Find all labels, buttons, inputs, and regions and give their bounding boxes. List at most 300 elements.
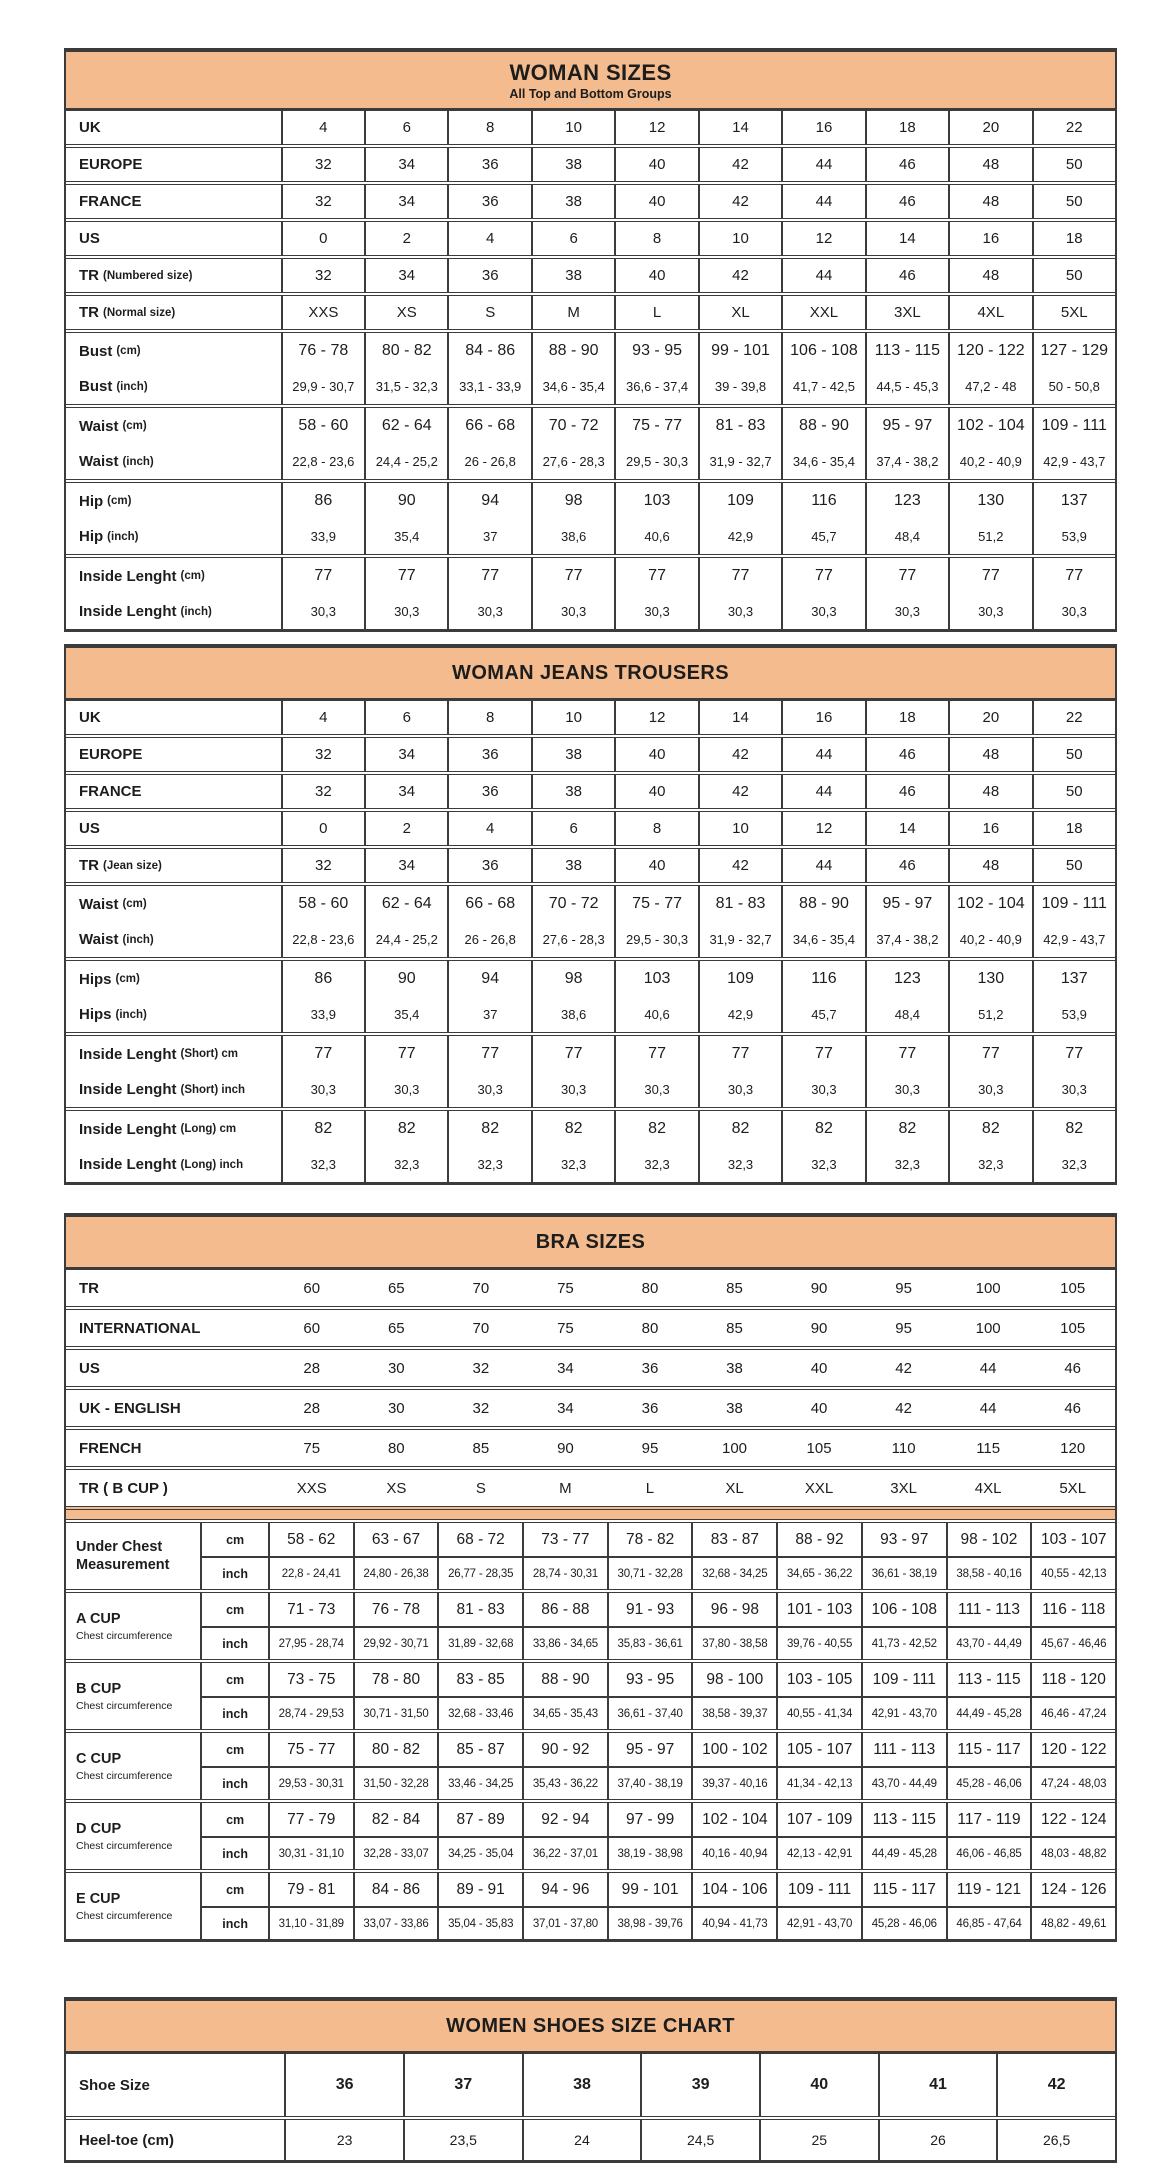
size-value-cell: 77 [616, 1036, 699, 1072]
row-label-text: Inside Lenght [79, 1156, 177, 1173]
size-value-cell: 32 [472, 1399, 490, 1417]
size-value-cell: 47,2 - 48 [950, 369, 1033, 404]
size-value-cell: 38 [726, 1399, 743, 1417]
row-label-note: (cm) [116, 345, 141, 357]
size-value-cell: 30 [387, 1399, 405, 1417]
row-label [66, 185, 283, 218]
row-label [66, 594, 283, 629]
size-value-cell: 28,74 - 29,53 [270, 1698, 355, 1729]
size-value-cell: 44 [783, 259, 866, 292]
unit-cell: cm [202, 1523, 270, 1556]
size-value-cell: 44 [783, 849, 866, 882]
size-value-cell: 33,46 - 34,25 [439, 1768, 524, 1799]
size-value-cell: 32 [283, 148, 366, 181]
size-value-cell: 130 [950, 961, 1033, 997]
size-value-cell: 37 [449, 997, 532, 1032]
size-value-cell: 24,80 - 26,38 [355, 1558, 440, 1589]
table-row [66, 111, 1115, 144]
unit-cell: inch [202, 1838, 270, 1869]
size-value-cell: 41,34 - 42,13 [778, 1768, 863, 1799]
size-value-cell: 32,68 - 33,46 [439, 1698, 524, 1729]
size-value-cell: 103 [616, 483, 699, 519]
cup-row-group [66, 1659, 1115, 1729]
size-value-cell: 83 - 87 [693, 1523, 778, 1556]
size-value-cell: 116 - 118 [1042, 1600, 1106, 1618]
table-row [202, 1873, 1115, 1906]
size-value-cell: XXS [296, 1479, 327, 1497]
size-value-cell: 42 [895, 1359, 912, 1377]
cup-rows [202, 1593, 1115, 1659]
row-label [66, 849, 283, 882]
unit-cell: inch [202, 1908, 270, 1939]
size-value-cell: 4 [449, 812, 532, 845]
cup-rows [202, 1803, 1115, 1869]
size-value-cell: 44 [783, 148, 866, 181]
size-value-cell: 34 [557, 1399, 574, 1417]
size-value-cell: XL [725, 1479, 744, 1497]
size-value-cell: 35,43 - 36,22 [524, 1768, 609, 1799]
size-value-cell: 42,13 - 42,91 [778, 1838, 863, 1869]
size-value-cell: 53,9 [1061, 1007, 1087, 1022]
size-value-cell: 40 [616, 738, 699, 771]
size-value-cell: 8 [449, 111, 532, 144]
size-value-cell: 95 - 97 [609, 1733, 694, 1766]
size-value-cell: M [533, 296, 616, 329]
size-value-cell: 111 - 113 [863, 1733, 948, 1766]
cup-label-text: D CUP [76, 1821, 122, 1838]
unit-cell: inch [202, 1698, 270, 1729]
size-value-cell: 42 [700, 738, 783, 771]
row-label-text: Hip [79, 492, 104, 510]
size-value-cell: 83 - 85 [439, 1663, 524, 1696]
row-label-text: Waist [79, 931, 119, 948]
table-row [66, 1270, 1115, 1306]
size-value-cell: 103 - 107 [1040, 1530, 1107, 1548]
size-value-cell: 109 [700, 961, 783, 997]
size-value-cell: 105 - 107 [778, 1733, 863, 1766]
size-value-cell: 28 [303, 1399, 321, 1417]
size-value-cell: 36 [449, 259, 532, 292]
size-value-cell: 45,28 - 46,06 [948, 1768, 1033, 1799]
size-value-cell: 31,5 - 32,3 [366, 369, 449, 404]
size-value-cell: 82 [533, 1111, 616, 1147]
size-value-cell: 44 [783, 738, 866, 771]
size-value-cell: 29,5 - 30,3 [616, 922, 699, 957]
size-value-cell: 77 [449, 558, 532, 594]
size-value-cell: 107 - 109 [778, 1803, 863, 1836]
size-value-cell: 18 [867, 111, 950, 144]
cup-row-group [66, 1519, 1115, 1589]
size-value-cell: 26 - 26,8 [449, 444, 532, 479]
size-value-cell: 36 [449, 775, 532, 808]
row-group [66, 1306, 1115, 1346]
size-value-cell: 82 [1065, 1120, 1084, 1137]
size-value-cell: 120 [1060, 1439, 1086, 1457]
size-value-cell: 42 [700, 849, 783, 882]
row-label [66, 296, 283, 329]
unit-cell: inch [202, 1768, 270, 1799]
row-label-text: Inside Lenght [79, 567, 177, 585]
size-value-cell: 77 [950, 1036, 1033, 1072]
size-value-cell: 34 [366, 148, 449, 181]
row-label-text: Inside Lenght [79, 1120, 177, 1138]
row-label-note: (Short) inch [180, 1083, 246, 1096]
row-label-text: UK [79, 709, 101, 726]
size-value-cell: 50 [1065, 193, 1083, 210]
size-value-cell: 48 [950, 259, 1033, 292]
size-value-cell: 38,19 - 38,98 [609, 1838, 694, 1869]
cup-label-text: C CUP [76, 1751, 122, 1768]
size-value-cell: 42 [700, 148, 783, 181]
size-value-cell: 53,9 [1061, 529, 1087, 544]
size-value-cell: 25 [761, 2120, 880, 2160]
size-value-cell: 106 - 108 [863, 1593, 948, 1626]
table-title: WOMAN JEANS TROUSERS [452, 662, 729, 684]
size-value-cell: L [645, 1479, 655, 1497]
row-label-note: (Short) cm [180, 1048, 238, 1060]
size-value-cell: 8 [616, 812, 699, 845]
size-value-cell: 65 [387, 1279, 405, 1297]
size-value-cell: 46,06 - 46,85 [948, 1838, 1033, 1869]
size-value-cell: 38 [533, 259, 616, 292]
size-value-cell: 40 [616, 148, 699, 181]
table-row [66, 1390, 1115, 1426]
size-value-cell: 44,49 - 45,28 [863, 1838, 948, 1869]
size-value-cell: 86 [283, 483, 366, 519]
size-value-cell: 120 - 122 [950, 333, 1033, 369]
size-value-cell: 109 - 111 [1041, 417, 1107, 434]
size-value-cell: 101 - 103 [778, 1593, 863, 1626]
size-value-cell: 77 [1065, 567, 1084, 584]
size-value-cell: 29,9 - 30,7 [283, 369, 366, 404]
size-value-cell: 44 [979, 1359, 997, 1377]
row-label-text: FRANCE [79, 783, 142, 800]
size-value-cell: 118 - 120 [1041, 1670, 1106, 1688]
size-value-cell: 127 - 129 [1040, 342, 1109, 359]
size-value-cell: 36 [449, 849, 532, 882]
size-value-cell: 30,31 - 31,10 [270, 1838, 355, 1869]
size-value-cell: 104 - 106 [693, 1873, 778, 1906]
size-value-cell: 16 [950, 812, 1033, 845]
row-label-note: (Numbered size) [103, 269, 193, 282]
size-value-cell: 88 - 92 [778, 1523, 863, 1556]
size-value-cell: 35,4 [366, 519, 449, 554]
size-value-cell: 77 [366, 558, 449, 594]
cup-label [66, 1873, 202, 1939]
row-label [66, 738, 283, 771]
size-value-cell: 98 - 100 [693, 1663, 778, 1696]
size-value-cell: 30 [387, 1359, 405, 1377]
row-label-note: (inch) [122, 933, 154, 946]
size-value-cell: 30,3 [867, 1072, 950, 1107]
cup-label-text: Under Chest Measurement [76, 1538, 170, 1573]
table-row [66, 519, 1115, 554]
cup-rows [202, 1523, 1115, 1589]
size-value-cell: 82 [366, 1111, 449, 1147]
size-value-cell: 38,6 [533, 997, 616, 1032]
size-value-cell: 22 [1065, 709, 1083, 726]
size-value-cell: 48 [950, 849, 1033, 882]
table-row [66, 594, 1115, 629]
size-value-cell: 38 [726, 1359, 743, 1377]
size-value-cell: 39 [642, 2054, 761, 2116]
size-value-cell: 26,5 [1043, 2132, 1071, 2148]
cup-row-group [66, 1729, 1115, 1799]
row-label [66, 148, 283, 181]
size-value-cell: 77 [1065, 1045, 1084, 1062]
size-value-cell: 26 [880, 2120, 999, 2160]
size-value-cell: 32 [472, 1359, 490, 1377]
size-value-cell: 77 [700, 1036, 783, 1072]
size-value-cell: 96 - 98 [693, 1593, 778, 1626]
size-value-cell: 32,3 [616, 1147, 699, 1182]
size-value-cell: 31,89 - 32,68 [439, 1628, 524, 1659]
size-value-cell: 38 [524, 2054, 643, 2116]
size-value-cell: 82 [283, 1111, 366, 1147]
size-value-cell: L [616, 296, 699, 329]
size-value-cell: 123 [867, 961, 950, 997]
size-value-cell: 32 [283, 185, 366, 218]
cup-label [66, 1593, 202, 1659]
size-value-cell: 130 [950, 483, 1033, 519]
size-value-cell: 40,94 - 41,73 [693, 1908, 778, 1939]
size-value-cell: 33,9 [283, 519, 366, 554]
size-value-cell: 30,3 [533, 594, 616, 629]
size-value-cell: 5XL [1059, 1479, 1087, 1497]
size-value-cell: 16 [950, 222, 1033, 255]
size-value-cell: 6 [366, 701, 449, 734]
table-row [66, 1072, 1115, 1107]
size-value-cell: 77 [283, 558, 366, 594]
row-group [66, 771, 1115, 808]
size-value-cell: 46 [867, 849, 950, 882]
size-value-cell: 18 [867, 701, 950, 734]
row-label-note: (cm) [107, 495, 132, 507]
size-value-cell: 29,92 - 30,71 [355, 1628, 440, 1659]
size-value-cell: 60 [303, 1319, 321, 1337]
size-value-cell: 32,28 - 33,07 [355, 1838, 440, 1869]
size-value-cell: 77 [867, 1036, 950, 1072]
row-group [66, 2054, 1115, 2116]
size-value-cell: 46 [867, 738, 950, 771]
row-group [66, 144, 1115, 181]
size-value-cell: 22 [1065, 119, 1083, 136]
size-value-cell: 119 - 121 [948, 1873, 1033, 1906]
cup-rows [202, 1663, 1115, 1729]
size-value-cell: 84 - 86 [449, 333, 532, 369]
size-value-cell: 90 [557, 1439, 574, 1457]
row-label-text: Waist [79, 895, 119, 913]
size-value-cell: 37,80 - 38,58 [693, 1628, 778, 1659]
size-value-cell: 98 - 102 [948, 1523, 1033, 1556]
cup-row-group [66, 1799, 1115, 1869]
size-value-cell: 16 [783, 701, 866, 734]
size-value-cell: 32,3 [783, 1147, 866, 1182]
size-value-cell: 51,2 [950, 519, 1033, 554]
size-value-cell: 40,6 [616, 997, 699, 1032]
size-value-cell: 95 [641, 1439, 659, 1457]
table-row [66, 1350, 1115, 1386]
size-value-cell: 2 [366, 812, 449, 845]
table-row [66, 483, 1115, 519]
size-value-cell: 2 [366, 222, 449, 255]
row-label-note: (cm) [122, 898, 147, 910]
row-label [66, 775, 283, 808]
row-label-text: FRENCH [79, 1439, 142, 1457]
size-value-cell: 46 [1064, 1399, 1082, 1417]
size-value-cell: 34 [366, 849, 449, 882]
row-label-text: INTERNATIONAL [79, 1319, 201, 1337]
size-value-cell: 37 [405, 2054, 524, 2116]
size-value-cell: 40,2 - 40,9 [950, 444, 1033, 479]
size-value-cell: 14 [867, 812, 950, 845]
size-value-cell: 38 [533, 148, 616, 181]
size-value-cell: 36 [641, 1399, 659, 1417]
size-value-cell: 71 - 73 [270, 1593, 355, 1626]
row-label-note: (cm) [122, 420, 147, 432]
size-value-cell: 80 [387, 1439, 405, 1457]
table-row [66, 333, 1115, 369]
size-value-cell: 116 [783, 483, 866, 519]
size-value-cell: 36 [286, 2054, 405, 2116]
size-value-cell: S [475, 1479, 486, 1497]
size-value-cell: 66 - 68 [449, 408, 532, 444]
row-label [66, 812, 283, 845]
row-label-text: EUROPE [79, 746, 143, 763]
size-value-cell: 73 - 75 [270, 1663, 355, 1696]
size-value-cell: 32 [283, 849, 366, 882]
size-value-cell: 42,9 [700, 997, 783, 1032]
table-row [202, 1593, 1115, 1626]
size-value-cell: 105 [806, 1439, 832, 1457]
size-value-cell: 16 [783, 111, 866, 144]
row-label [66, 369, 283, 404]
size-value-cell: 111 - 113 [948, 1593, 1033, 1626]
cup-row-group [66, 1589, 1115, 1659]
size-value-cell: 82 [950, 1111, 1033, 1147]
row-label [66, 2120, 286, 2160]
size-value-cell: 90 - 92 [524, 1733, 609, 1766]
row-group [66, 957, 1115, 1032]
size-value-cell: XXL [804, 1479, 834, 1497]
table-row [202, 1906, 1115, 1939]
size-value-cell: 34 [366, 738, 449, 771]
row-label-text: US [79, 1359, 100, 1377]
table-woman-jeans-trousers [64, 644, 1117, 1185]
size-value-cell: 34,6 - 35,4 [783, 922, 866, 957]
unit-cell: cm [202, 1663, 270, 1696]
row-group [66, 1107, 1115, 1182]
size-value-cell: 10 [700, 222, 783, 255]
cup-label [66, 1803, 202, 1869]
size-value-cell: 46 [867, 775, 950, 808]
table-row [66, 1430, 1115, 1466]
size-value-cell: 82 [616, 1111, 699, 1147]
size-value-cell: 82 [867, 1111, 950, 1147]
size-value-cell: 20 [950, 701, 1033, 734]
size-value-cell: 62 - 64 [366, 408, 449, 444]
size-value-cell: 137 [1060, 492, 1088, 509]
row-label [66, 1036, 283, 1072]
size-value-cell: 77 [283, 1036, 366, 1072]
size-value-cell: 102 - 104 [950, 408, 1033, 444]
row-group [66, 1426, 1115, 1466]
row-label-text: TR [79, 304, 99, 321]
size-value-cell: 75 [303, 1439, 321, 1457]
size-value-cell: 31,50 - 32,28 [355, 1768, 440, 1799]
size-value-cell: 137 [1060, 970, 1088, 987]
table-row [66, 886, 1115, 922]
row-group [66, 404, 1115, 479]
size-value-cell: 43,70 - 44,49 [863, 1768, 948, 1799]
size-value-cell: 32,3 [449, 1147, 532, 1182]
size-value-cell: 22,8 - 23,6 [283, 444, 366, 479]
size-value-cell: 75 - 77 [616, 886, 699, 922]
table-header [66, 52, 1115, 111]
size-value-cell: 38 [533, 849, 616, 882]
cup-label-text: B CUP [76, 1681, 122, 1698]
size-value-cell: 39,76 - 40,55 [778, 1628, 863, 1659]
size-value-cell: 70 - 72 [533, 886, 616, 922]
size-value-cell: 50 - 50,8 [1048, 379, 1100, 394]
size-value-cell: 42 [895, 1399, 912, 1417]
size-value-cell: 115 - 117 [863, 1873, 948, 1906]
size-value-cell: 97 - 99 [609, 1803, 694, 1836]
row-label [66, 701, 283, 734]
size-value-cell: 42 [700, 185, 783, 218]
size-value-cell: 42 [700, 775, 783, 808]
table-row [66, 296, 1115, 329]
size-value-cell: 76 - 78 [355, 1593, 440, 1626]
table-row [66, 1111, 1115, 1147]
table-woman-sizes [64, 48, 1117, 632]
size-value-cell: 33,07 - 33,86 [355, 1908, 440, 1939]
row-label [66, 444, 283, 479]
size-value-cell: 34,25 - 35,04 [439, 1838, 524, 1869]
table-row [202, 1556, 1115, 1589]
row-label-text: US [79, 820, 100, 837]
size-value-cell: 40,6 [616, 519, 699, 554]
size-value-cell: 37,4 - 38,2 [867, 444, 950, 479]
unit-cell: cm [202, 1873, 270, 1906]
size-value-cell: 77 [449, 1036, 532, 1072]
size-value-cell: 89 - 91 [439, 1873, 524, 1906]
size-value-cell: 116 [783, 961, 866, 997]
cup-label [66, 1523, 202, 1589]
size-value-cell: 98 [533, 483, 616, 519]
size-value-cell: 31,9 - 32,7 [700, 922, 783, 957]
row-label [66, 222, 283, 255]
size-value-cell: 110 [891, 1439, 916, 1457]
size-value-cell: 30,71 - 32,28 [609, 1558, 694, 1589]
size-value-cell: 48,03 - 48,82 [1041, 1847, 1107, 1860]
table-subtitle: All Top and Bottom Groups [509, 87, 672, 101]
size-value-cell: 41,7 - 42,5 [783, 369, 866, 404]
table-title: WOMAN SIZES [509, 60, 672, 85]
table-row [66, 775, 1115, 808]
size-value-cell: 40,55 - 42,13 [1041, 1567, 1107, 1580]
unit-cell: cm [202, 1733, 270, 1766]
row-label-note: (Normal size) [103, 306, 176, 319]
size-value-cell: 37,01 - 37,80 [524, 1908, 609, 1939]
size-value-cell: 48,4 [867, 997, 950, 1032]
size-value-cell: 10 [533, 111, 616, 144]
size-value-cell: 12 [616, 111, 699, 144]
size-value-cell: 73 - 77 [524, 1523, 609, 1556]
row-label-text: Hip [79, 528, 104, 545]
size-value-cell: 12 [783, 812, 866, 845]
table-row [66, 259, 1115, 292]
